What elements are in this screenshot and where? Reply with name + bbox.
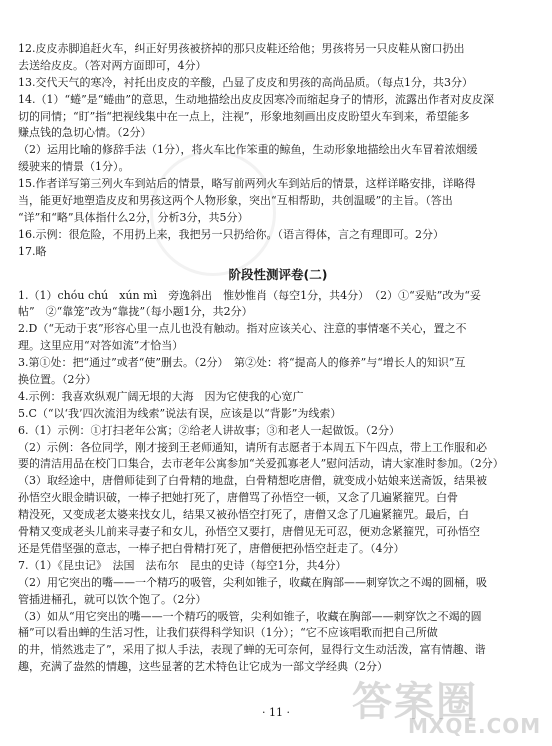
answer-line: 桶”可以看出蝉的生活习性，让我们获得科学知识（1分）；“它不应该唱歌而把自己所做 bbox=[18, 626, 438, 640]
answer-line: 15.作者详写第三列火车到站后的情景，略写前两列火车到站后的情景，这样详略安排，详略得 bbox=[18, 177, 476, 191]
watermark-logo bbox=[316, 668, 546, 742]
answer-line: 的井，悄然逃走了”，采用了拟人手法，表现了蝉的无可奈何，显得行文生动活泼，富有情趣、谐 bbox=[18, 643, 486, 657]
answer-line: （3）取经途中，唐僧师徒到了白骨精的地盘，白骨精想吃唐僧，就变成小姑娘来送斋饭，结果被 bbox=[18, 474, 487, 488]
answer-line: 当，能更好地塑造皮皮和男孩这两个人物形象，突出“互相帮助，共创温暖”的主旨。（答出 bbox=[18, 194, 453, 208]
answer-line: 17.略 bbox=[18, 244, 47, 258]
answer-line: （2）运用比喻的修辞手法（1分），将火车比作笨重的鲸鱼，生动形象地描绘出火车冒着浓烟缓 bbox=[18, 143, 478, 157]
answer-line: 7.（1）《昆虫记》 法国 法布尔 昆虫的史诗（每空1分，共4分） bbox=[18, 558, 347, 572]
answer-line: 帖” ②“靠笼”改为“靠拢”（每小题1分，共2分） bbox=[18, 305, 253, 319]
answer-line: 管插进桶孔，就可以饮个饱了。（2分） bbox=[18, 592, 207, 606]
answer-line: 16.示例：很危险，不用扔上来，我把另一只扔给你。（语言得体，言之有理即可。2分） bbox=[18, 227, 444, 241]
answer-content bbox=[18, 41, 538, 676]
answer-line: （2）示例：各位同学，刚才接到王老师通知，请所有志愿者于本周五下午四点，带上工作服和必 bbox=[18, 440, 487, 454]
page-number: · 11 · bbox=[262, 706, 290, 719]
answer-line: （3）如从“用它突出的嘴——一个精巧的吸管，尖利如锥子，收藏在胸部——刺穿饮之不竭的圆 bbox=[18, 609, 482, 623]
section-title: 阶段性测评卷(二) bbox=[228, 266, 328, 282]
answer-line: 缓驶来的情景（1分）。 bbox=[18, 160, 130, 174]
answer-line: 换位置。（2分） bbox=[18, 373, 97, 387]
answer-line: 12.皮皮赤脚追赶火车，纠正好男孩被挤掉的那只皮鞋还给他；男孩将另一只皮鞋从窗口扔出 bbox=[18, 42, 465, 55]
answer-line: “详”和“略”具体指什么2分，分析3分，共5分） bbox=[18, 210, 249, 224]
answer-line: 理。这里应用“对答如流”才恰当） bbox=[18, 339, 184, 353]
answer-line: 5.C（“以‘我’四次流泪为线索”说法有误，应该是以“背影”为线索） bbox=[18, 406, 342, 420]
watermark-url: MXQE.COM bbox=[408, 714, 542, 738]
answer-line: 2.D（“无动于衷”形容心里一点儿也没有触动。指对应该关心、注意的事情毫不关心，置之不 bbox=[18, 322, 467, 336]
answer-line: （2）用它突出的嘴——一个精巧的吸管，尖利如锥子，收藏在胸部——刺穿饮之不竭的圆桶，吸 bbox=[18, 575, 487, 589]
answer-line: 14.（1）“蜷”是“蜷曲”的意思，生动地描绘出皮皮因寒冷而缩起身子的情形，流露出作者对皮皮深 bbox=[18, 92, 494, 106]
answer-line: 骨精又变成老头儿前来寻妻子和女儿，孙悟空又要打，唐僧见无可忍，便劝念紧箍咒，可孙悟空 bbox=[18, 525, 480, 539]
answer-line: 去送给皮皮。（答对两方面即可，4分） bbox=[18, 58, 207, 72]
answer-line: 孙悟空火眼金睛识破，一棒子把她打死了，唐僧骂了孙悟空一顿，又念了几遍紧箍咒。白骨 bbox=[18, 491, 458, 505]
answer-line: 精没死，又变成老太婆来找女儿，结果又被孙悟空打死了，唐僧又念了几遍紧箍咒。最后，白 bbox=[18, 508, 469, 522]
answer-line: 趣，充满了盎然的情趣，这些显著的艺术特色让它成为一部文学经典（2分） bbox=[18, 660, 388, 674]
watermark-title: 答案圈 bbox=[352, 679, 478, 725]
answer-line: 还是凭借坚强的意志，一棒子把白骨精打死了，唐僧便把孙悟空赶走了。（4分） bbox=[18, 541, 405, 555]
answer-line: 6.（1）示例：①打扫老年公寓；②给老人讲故事；③和老人一起做饭。（2分） bbox=[18, 423, 400, 437]
answer-line: 要的清洁用品在校门口集合，去市老年公寓参加“关爱孤寡老人”慰问活动，请大家准时参加。（2分） bbox=[18, 457, 504, 471]
answer-line: 切的同情；“盯”指“把视线集中在一点上，注视”，形象地刻画出皮皮盼望火车到来，希望能多 bbox=[18, 109, 470, 123]
answer-line: 13.交代天气的寒冷，衬托出皮皮的辛酸，凸显了皮皮和男孩的高尚品质。（每点1分，共3分） bbox=[18, 75, 473, 89]
answer-line: 赚点钱的急切心情。（2分） bbox=[18, 126, 152, 140]
answer-line: 1.（1）chóu chú xún mì 旁逸斜出 惟妙惟肖（每空1分，共4分） （2）①“妥贴”改为“妥 bbox=[18, 288, 481, 302]
answer-line: 4.示例：我喜欢纵观广阔无垠的大海 因为它使我的心宽广 bbox=[18, 389, 304, 403]
answer-line: 3.第①处：把“通过”或者“使”删去。（2分） 第②处：将“提高人的修养”与“增长人的知识”互 bbox=[18, 356, 466, 370]
